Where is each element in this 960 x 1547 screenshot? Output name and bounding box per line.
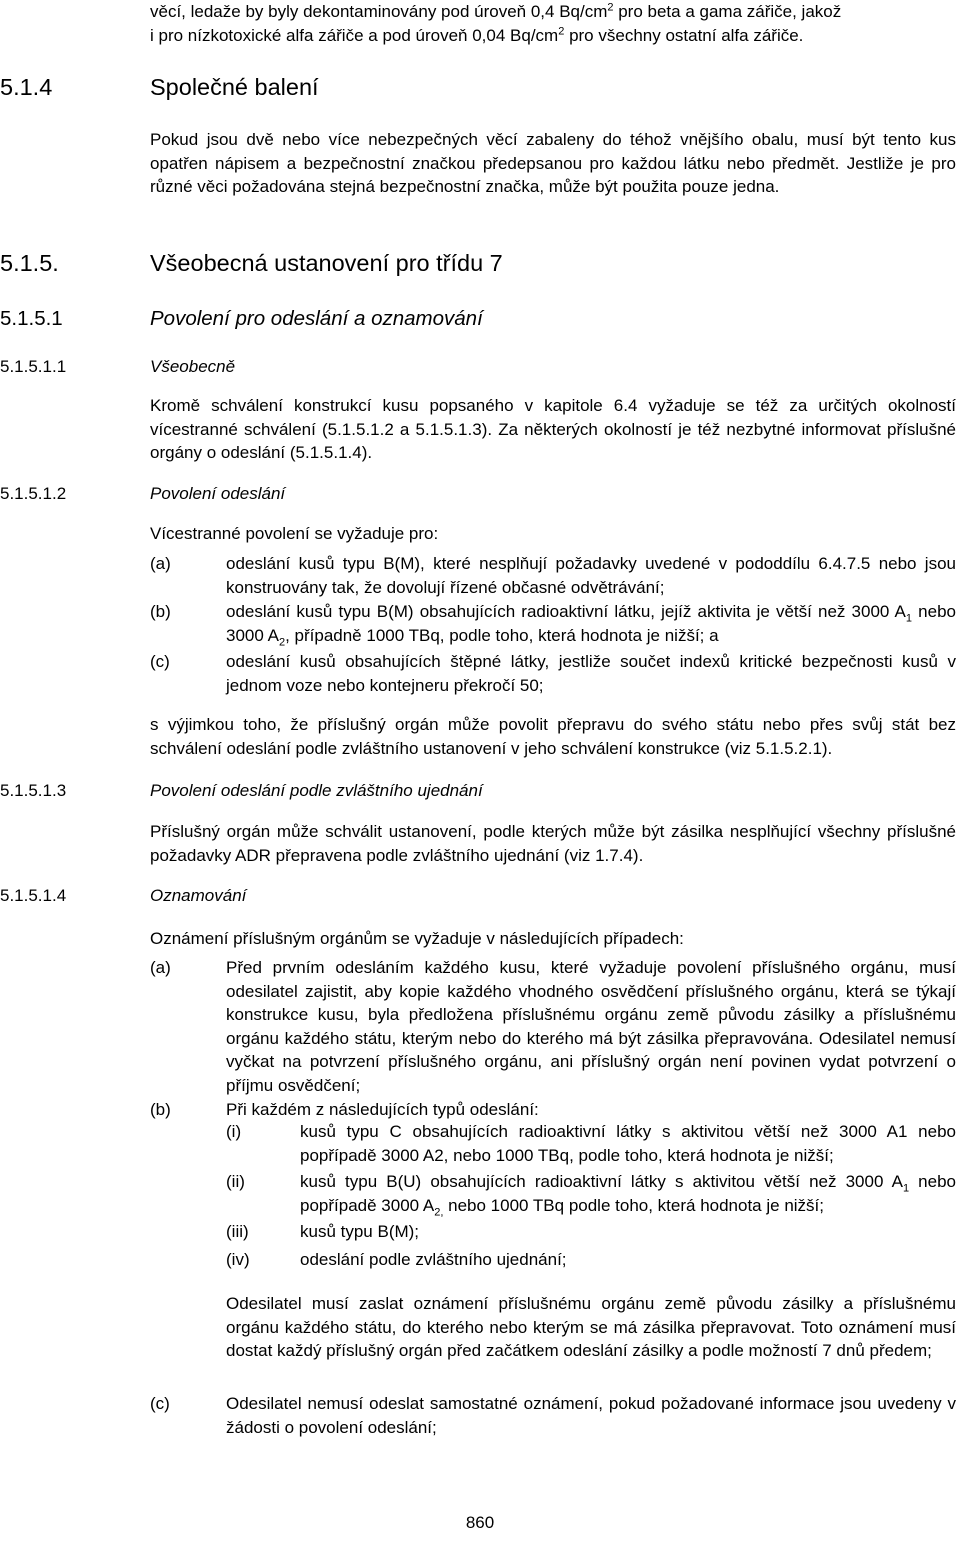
- section-number-5-1-5-1: 5.1.5.1: [0, 307, 63, 330]
- section-title-5-1-5: Všeobecná ustanovení pro třídu 7: [150, 250, 503, 276]
- notify-item-c: Odesilatel nemusí odeslat samostatné oznámení, pokud požadované informace jsou uvedeny v žádosti o povolení odeslání;: [226, 1394, 956, 1437]
- list-label-a: (a): [150, 554, 171, 573]
- notify-sublabel-ii: (ii): [226, 1172, 245, 1191]
- section-body-5-1-5-1-1: Kromě schválení konstrukcí kusu popsaného v kapitole 6.4 vyžaduje se též za určitých okolností vícestranné schválení (5.1.5.1.2 a 5.1.5.1.3). Za některých okolností je též nezbytné informovat příslušné orgány o odeslání (5.1.5.1.4).: [150, 396, 956, 462]
- section-number-5-1-5-1-2: 5.1.5.1.2: [0, 484, 67, 503]
- section-number-5-1-5-1-1: 5.1.5.1.1: [0, 357, 67, 376]
- section-title-5-1-5-1: Povolení pro odeslání a oznamování: [150, 307, 483, 330]
- notify-subitem-i: kusů typu C obsahujících radioaktivní látky s aktivitou větší než 3000 A1 nebo popřípadě 3000 A2, nebo 1000 TBq, podle toho, která hodnota je nižší;: [300, 1122, 956, 1165]
- notify-sublabel-iii: (iii): [226, 1222, 249, 1241]
- notify-item-b: Při každém z následujících typů odeslání:: [226, 1100, 539, 1119]
- notify-label-c: (c): [150, 1394, 170, 1413]
- section-body-5-1-4: Pokud jsou dvě nebo více nebezpečných věcí zabaleny do téhož vnějšího obalu, musí být tento kus opatřen nápisem a bezpečnostní značkou předepsanou pro každou látku nebo předmět. Jestliže je pro různé věci požadována stejná bezpečnostní značka, může být použita pouze jedna.: [150, 130, 956, 196]
- top-line-1: věcí, ledaže by byly dekontaminovány pod úroveň 0,4 $Bq/cm^2$ pro beta a gama zářiče, jakož: [150, 1, 842, 21]
- notify-label-b: (b): [150, 1100, 171, 1119]
- list-item-a: odeslání kusů typu B(M), které nesplňují požadavky uvedené v pododdílu 6.4.7.5 nebo jsou konstruovány tak, že dovolují řízené občasné odvětrávání;: [226, 554, 956, 597]
- section-title-5-1-5-1-2: Povolení odeslání: [150, 484, 286, 503]
- list-label-c: (c): [150, 652, 170, 671]
- section-number-5-1-5: 5.1.5.: [0, 250, 59, 276]
- top-continuation: [150, 0, 956, 47]
- section-title-5-1-5-1-1: Všeobecně: [150, 357, 236, 376]
- section-title-5-1-5-1-3: Povolení odeslání podle zvláštního ujednání: [150, 781, 483, 800]
- list-item-b: odeslání kusů typu B(M) obsahujících radioaktivní látku, jejíž aktivita je větší než 3000 $A_1$ nebo 3000 $A_2$, případně 1000 TBq, podle toho, která hodnota je nižší; a: [226, 602, 956, 648]
- notify-subitem-iv: odeslání podle zvláštního ujednání;: [300, 1250, 567, 1269]
- section-number-5-1-4: 5.1.4: [0, 74, 53, 100]
- top-line-2: i pro nízkotoxické alfa zářiče a pod úroveň 0,04 $Bq/cm^2$ pro všechny ostatní alfa zářiče.: [150, 24, 804, 45]
- page-number: 860: [465, 1513, 495, 1532]
- notify-label-a: (a): [150, 958, 171, 977]
- list-label-b: (b): [150, 602, 171, 621]
- notify-subitem-iii: kusů typu B(M);: [300, 1222, 420, 1241]
- section-body-5-1-5-1-3: Příslušný orgán může schválit ustanovení, podle kterých může být zásilka nesplňující všechny příslušné požadavky ADR přepravena podle zvláštního ujednání (viz 1.7.4).: [150, 822, 956, 865]
- section-title-5-1-4: Společné balení: [150, 74, 319, 100]
- notify-sublabel-i: (i): [226, 1122, 242, 1141]
- notify-item-a: Před prvním odesláním každého kusu, které vyžaduje povolení příslušného orgánu, musí odesilatel zajistit, aby kopie každého vhodného osvědčení příslušného orgánu, která se týkají konstrukce kusu, byla předložena příslušnému orgánu země původu zásilky a příslušnému orgánu každého státu, kterým nebo do kterého má být zásilka přepravována. Odesilatel nemusí vyčkat na potvrzení příslušného orgánu, ani příslušný orgán není povinen vydat potvrzení o příjmu osvědčení;: [226, 958, 956, 1095]
- section-intro-5-1-5-1-2: Vícestranné povolení se vyžaduje pro:: [150, 524, 439, 543]
- list-item-c: odeslání kusů obsahujících štěpné látky, jestliže součet indexů kritické bezpečnosti kusů v jednom voze nebo kontejneru překročí 50;: [226, 652, 956, 695]
- section-intro-5-1-5-1-4: Oznámení příslušným orgánům se vyžaduje v následujících případech:: [150, 929, 684, 948]
- section-number-5-1-5-1-4: 5.1.5.1.4: [0, 886, 67, 905]
- notify-sublabel-iv: (iv): [226, 1250, 250, 1269]
- notify-subitem-ii: kusů typu B(U) obsahujících radioaktivní látky s aktivitou větší než 3000 $A_1$ nebo popřípadě 3000 $A_{2,}$ nebo 1000 TBq podle toho, která hodnota je nižší;: [300, 1172, 956, 1218]
- section-outro-5-1-5-1-2: s výjimkou toho, že příslušný orgán může povolit přepravu do svého státu nebo přes svůj stát bez schválení odeslání podle zvláštního ustanovení v jeho schválení konstrukce (viz 5.1.5.2.1).: [150, 715, 956, 758]
- notify-b-paragraph: Odesilatel musí zaslat oznámení příslušnému orgánu země původu zásilky a příslušnému orgánu každého státu, do kterého nebo kterým se má zásilka přepravovat. Toto oznámení musí dostat každý příslušný orgán před začátkem odeslání zásilky a podle možností 7 dnů předem;: [226, 1294, 956, 1360]
- section-number-5-1-5-1-3: 5.1.5.1.3: [0, 781, 67, 800]
- section-title-5-1-5-1-4: Oznamování: [150, 886, 247, 905]
